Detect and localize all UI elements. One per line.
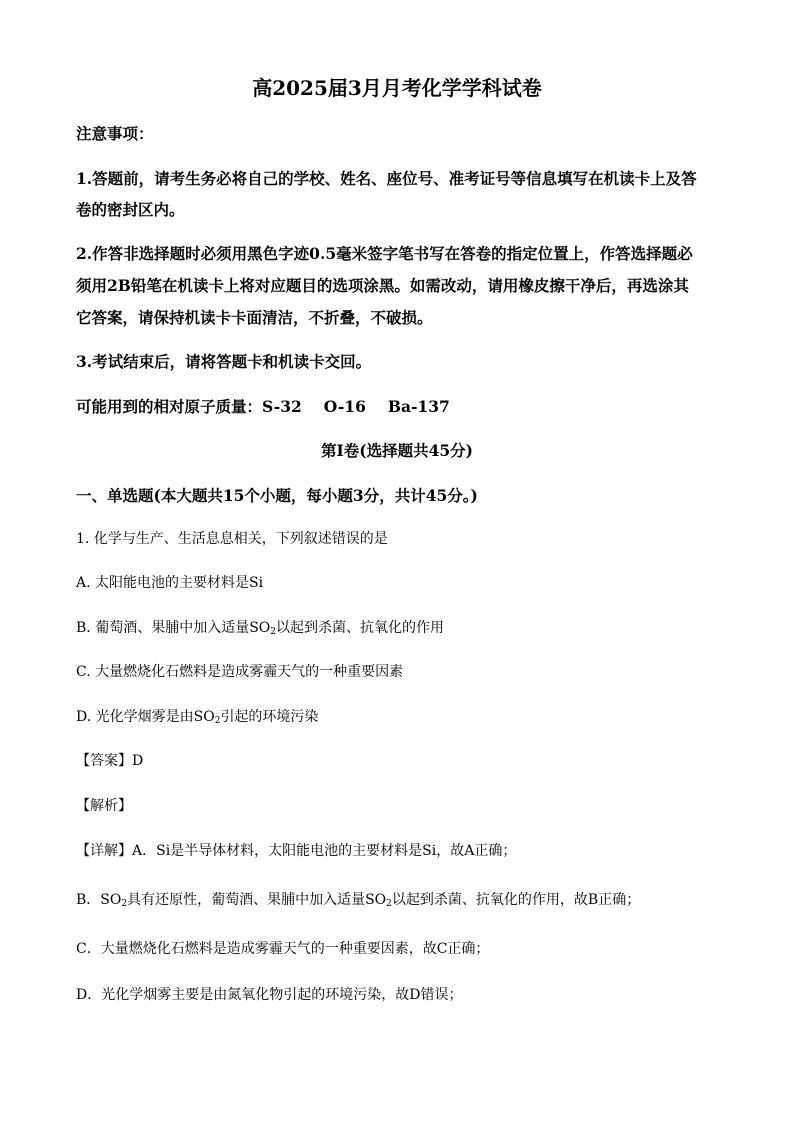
option-d-subscript: 2	[214, 716, 221, 726]
atomic-mass-o: O-16	[323, 397, 366, 416]
atomic-mass-label: 可能用到的相对原子质量：	[76, 397, 263, 416]
detail-b-subscript-1: 2	[121, 899, 128, 909]
atomic-mass-s: S-32	[262, 397, 302, 416]
detail-c-line: C．大量燃烧化石燃料是造成雾霾天气的一种重要因素，故C正确；	[76, 941, 490, 957]
notice-3-line-1: 3.考试结束后，请将答题卡和机读卡交回。	[76, 352, 372, 371]
question-1-option-b	[76, 617, 718, 637]
answer-tag: 【答案】	[76, 753, 132, 769]
notice-1-line-2: 卷的密封区内。	[76, 200, 185, 219]
notice-2-line-2: 须用2B铅笔在机读卡上将对应题目的选项涂黑。如需改动，请用橡皮擦干净后，再选涂其	[76, 276, 689, 295]
detail-b-text-post: 以起到杀菌、抗氧化的作用，故B正确；	[391, 892, 641, 908]
atomic-mass-ba: Ba-137	[387, 397, 450, 416]
question-1-stem: 1. 化学与生产、生活息息相关，下列叙述错误的是	[76, 531, 388, 547]
notice-2-line-3: 它答案，请保持机读卡卡面清洁，不折叠，不破损。	[76, 308, 433, 327]
option-b-subscript: 2	[270, 627, 276, 637]
question-1-option-d	[76, 706, 718, 726]
question-1-answer	[76, 750, 718, 770]
answer-value: D	[132, 753, 144, 769]
option-d-text-post: 引起的环境污染	[220, 709, 319, 725]
notice-1-line-1: 1.答题前，请考生务必将自己的学校、姓名、座位号、准考证号等信息填写在机读卡上及答	[76, 169, 697, 188]
notice-heading: 注意事项：	[76, 124, 154, 143]
exam-title: 高2025届3月月考化学学科试卷	[252, 76, 542, 100]
option-b-text-post: 以起到杀菌、抗氧化的作用	[276, 620, 444, 636]
detail-b-text-mid: 具有还原性，葡萄酒、果脯中加入适量SO	[127, 892, 387, 908]
option-b-text-pre: B. 葡萄酒、果脯中加入适量SO	[76, 620, 271, 636]
detail-tag: 【详解】	[76, 843, 132, 859]
notice-2-line-1: 2.作答非选择题时必须用黑色字迹0.5毫米签字笔书写在答卷的指定位置上，作答选择题必	[76, 244, 693, 263]
detail-a-text: A．Si是半导体材料，太阳能电池的主要材料是Si，故A正确；	[132, 843, 517, 859]
atomic-mass-line	[76, 395, 718, 417]
question-1-option-a: A. 太阳能电池的主要材料是Si	[76, 575, 264, 591]
option-d-text-pre: D. 光化学烟雾是由SO	[76, 709, 215, 725]
part-title: 一、单选题(本大题共15个小题，每小题3分，共计45分。)	[76, 486, 478, 505]
detail-a-line	[76, 840, 718, 860]
section-title: 第Ⅰ卷(选择题共45分)	[321, 441, 473, 460]
detail-b-line	[76, 889, 718, 909]
detail-b-text-pre: B．SO	[76, 892, 122, 908]
detail-b-subscript-2: 2	[386, 899, 392, 909]
analysis-tag: 【解析】	[76, 798, 132, 814]
detail-d-line: D．光化学烟雾主要是由氮氧化物引起的环境污染，故D错误；	[76, 987, 463, 1003]
question-1-option-c: C. 大量燃烧化石燃料是造成雾霾天气的一种重要因素	[76, 664, 404, 680]
